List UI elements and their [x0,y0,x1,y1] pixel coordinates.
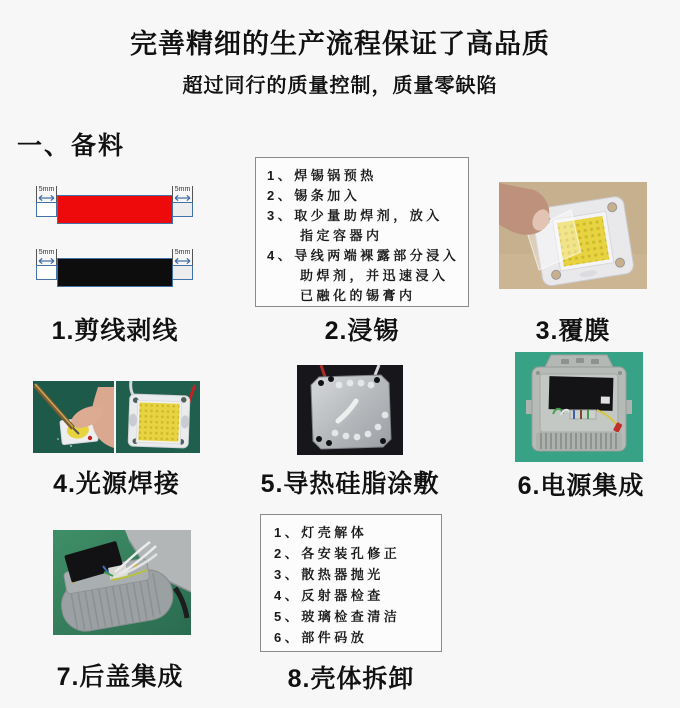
black-wire-row [36,251,194,299]
page-subtitle: 超过同行的质量控制，质量零缺陷 [182,75,498,97]
caption-step-3: 3.覆膜 [535,317,611,345]
strip-dimension-marker [36,249,57,265]
stripped-wire-end [172,202,193,217]
textbox-housing-disassembly-steps [260,514,442,652]
photo-thermal-grease [297,365,403,455]
strip-length-label: 5mm [38,186,55,193]
strip-length-label: 5mm [38,249,55,256]
step-line: 已融化的锡膏内 [300,288,416,303]
step-line: 3、散热器抛光 [274,567,384,582]
red-wire-row [36,188,194,236]
step-line: 2、锡条加入 [267,188,361,203]
photo-film-application [499,182,647,289]
wire-strip-diagram [36,188,194,300]
photo-power-integration [515,352,643,462]
double-arrow-icon [173,194,192,202]
stripped-wire-end [172,265,193,280]
page-title: 完善精细的生产流程保证了高品质 [130,29,550,59]
step-line: 4、导线两端裸露部分浸入 [267,248,460,263]
photo-back-cover-integration [53,530,191,635]
caption-step-4: 4.光源焊接 [53,470,180,498]
caption-step-1: 1.剪线剥线 [51,317,179,345]
strip-dimension-marker [36,186,57,202]
caption-step-7: 7.后盖集成 [56,663,184,691]
stripped-wire-end [36,265,57,280]
caption-step-5: 5.导热硅脂涂敷 [260,470,440,498]
caption-step-6: 6.电源集成 [517,472,645,500]
double-arrow-icon [173,257,192,265]
step-line: 1、灯壳解体 [274,525,368,540]
double-arrow-icon [37,194,56,202]
step-line: 1、焊锡锅预热 [267,168,377,183]
caption-step-8: 8.壳体拆卸 [287,665,415,693]
strip-length-label: 5mm [174,249,191,256]
step-line: 3、取少量助焊剂，放入 [267,208,443,223]
textbox-tin-dipping-steps [255,157,469,307]
black-wire-body [57,258,173,287]
strip-dimension-marker [172,186,193,202]
stripped-wire-end [36,202,57,217]
red-wire-body [57,195,173,224]
step-line: 5、玻璃检查清洁 [274,609,401,624]
photo-light-source-soldering [33,381,200,453]
step-line: 助焊剂，并迅速浸入 [300,268,449,283]
caption-step-2: 2.浸锡 [324,317,400,345]
double-arrow-icon [37,257,56,265]
step-line: 2、各安装孔修正 [274,546,401,561]
section-heading: 一、备料 [17,132,126,160]
strip-length-label: 5mm [174,186,191,193]
strip-dimension-marker [172,249,193,265]
step-line: 4、反射器检查 [274,588,384,603]
step-line: 6、部件码放 [274,630,368,645]
step-line: 指定容器内 [300,228,383,243]
